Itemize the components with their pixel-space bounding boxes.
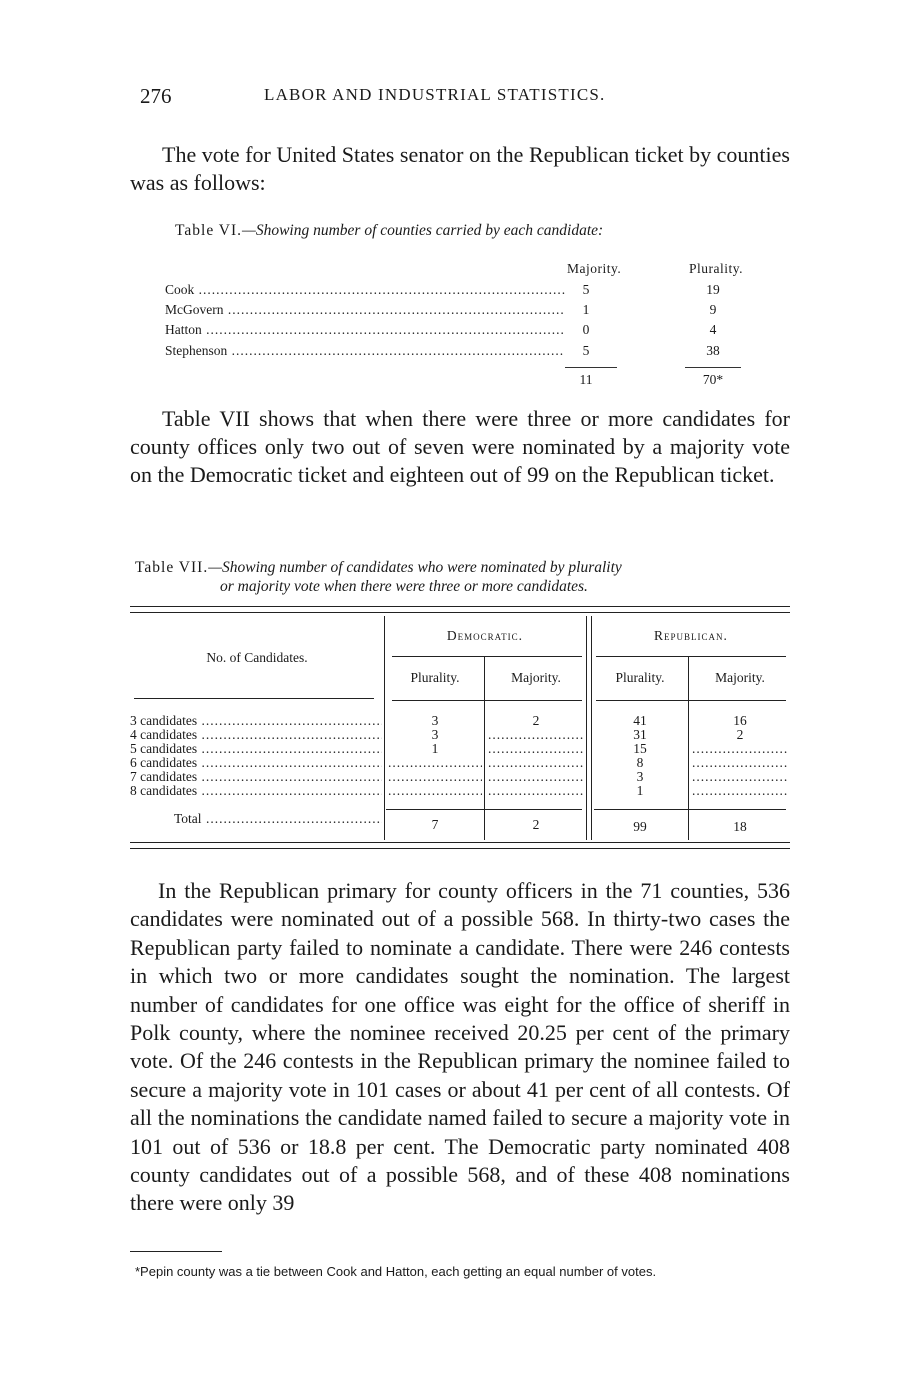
table7-bottom-double-rule — [130, 842, 790, 849]
table7-cell-dem-majority — [488, 756, 584, 770]
table6-row — [165, 302, 785, 322]
table7-vrule — [484, 656, 485, 840]
table7 — [130, 606, 790, 852]
table7-row-label: 4 candidates ..... — [130, 728, 382, 742]
table7-head-rule-democratic — [392, 700, 582, 701]
table7-cell-dem-plurality: 1 — [431, 742, 439, 756]
candidate-name: Hatton ..... — [165, 322, 565, 338]
table6-total-plurality: 70* — [702, 372, 724, 387]
page-header — [140, 84, 800, 112]
table7-dem-plurality-header: Plurality. — [410, 670, 460, 685]
table7-cell-rep-plurality: 3 — [636, 770, 644, 784]
footnote-rule — [130, 1251, 222, 1252]
table7-total-rule-democratic — [386, 809, 582, 810]
table7-stub-header: No. of Candidates. — [206, 650, 308, 665]
plurality-count: 4 — [709, 322, 717, 337]
majority-count: 1 — [582, 302, 590, 317]
table7-cell-rep-plurality: 1 — [636, 784, 644, 798]
table7-cell-dem-majority — [488, 784, 584, 798]
table7-title-line1: —Showing number of candidates who were nominated by plurality — [208, 559, 622, 576]
page-number: 276 — [140, 84, 172, 108]
table7-republican-header: Republican. — [654, 628, 728, 643]
table7-row-label: 3 candidates ..... — [130, 714, 382, 728]
candidate-name: Cook ..... — [165, 282, 565, 298]
plurality-count: 9 — [709, 302, 717, 317]
table7-cell-rep-majority — [692, 770, 788, 784]
table7-total-label: Total ..... — [130, 812, 382, 826]
table7-cell-dem-plurality — [388, 756, 482, 770]
table6-total-rule-majority — [565, 367, 617, 368]
table7-vrule — [586, 616, 587, 840]
table7-cell-rep-majority — [692, 756, 788, 770]
table7-total-dem-plurality: 7 — [431, 818, 439, 832]
running-head: LABOR AND INDUSTRIAL STATISTICS. — [264, 85, 606, 104]
table7-cell-dem-majority — [488, 770, 584, 784]
table7-vrule — [591, 616, 592, 840]
table7-cell-dem-plurality: 3 — [431, 728, 439, 742]
majority-count: 5 — [582, 282, 590, 297]
table7-cell-rep-majority: 16 — [733, 714, 747, 728]
paragraph-intro-senator-vote: The vote for United States senator on the Republican ticket by counties was as follows: — [130, 142, 790, 195]
table6-plurality-header: Plurality. — [689, 261, 743, 276]
plurality-count: 19 — [706, 282, 720, 297]
table7-top-double-rule — [130, 606, 790, 613]
table7-cell-dem-majority — [488, 728, 584, 742]
table7-vrule — [688, 656, 689, 840]
table7-cell-dem-majority: 2 — [532, 714, 540, 728]
majority-count: 5 — [582, 343, 590, 358]
table6-row — [165, 343, 785, 363]
majority-count: 0 — [582, 322, 590, 337]
table7-head-rule-republican — [596, 700, 786, 701]
table6-title: —Showing number of counties carried by each candidate: — [242, 222, 604, 239]
table6-row — [165, 322, 785, 342]
table7-row-label: 6 candidates ..... — [130, 756, 382, 770]
table7-row-label: 5 candidates ..... — [130, 742, 382, 756]
table7-total-rep-majority: 18 — [733, 820, 747, 834]
table7-vrule — [384, 616, 385, 840]
table7-cell-rep-plurality: 31 — [633, 728, 647, 742]
table7-row-label: 8 candidates ..... — [130, 784, 382, 798]
table7-group-rule-republican — [596, 656, 786, 657]
table7-cell-rep-plurality: 8 — [636, 756, 644, 770]
table6-total-majority: 11 — [579, 372, 593, 387]
paragraph-republican-primary: In the Republican primary for county officers in the 71 counties, 536 candidates were nominated out of a possible 568. In thirty-two cases the Republican party failed to nominate a candidate. There were 246 contests in which two or more candidates sought the nomination. The largest number of candidates for one office was eight for the office of sheriff in Polk county, where the nominee received 20.25 per cent of the primary vote. Of the 246 contests in the Republican primary the nominee failed to secure a majority vote in 101 cases or about 41 per cent of all contests. Of all the nominations the candidate named failed to secure a majority vote in 101 out of 536 or 18.8 per cent. The Democratic party nominated 408 county candidates out of a possible 568, and of these 408 nominations there were only 39 — [130, 878, 790, 1216]
table7-democratic-header: Democratic. — [446, 628, 524, 643]
table7-cell-rep-plurality: 41 — [633, 714, 647, 728]
table7-cell-dem-plurality — [388, 770, 482, 784]
table7-cell-rep-majority: 2 — [736, 728, 744, 742]
table7-label: Table VII. — [135, 559, 209, 576]
table7-cell-rep-majority — [692, 784, 788, 798]
table7-group-rule-democratic — [392, 656, 582, 657]
table6-row — [165, 282, 785, 302]
table7-total-rep-plurality: 99 — [633, 820, 647, 834]
table7-caption — [135, 558, 795, 596]
table6-majority-header: Majority. — [567, 261, 622, 276]
table7-cell-dem-majority — [488, 742, 584, 756]
table7-dem-majority-header: Majority. — [511, 670, 561, 685]
table6-caption — [175, 222, 795, 240]
table7-total-dem-majority: 2 — [532, 818, 540, 832]
plurality-count: 38 — [706, 343, 720, 358]
candidate-name: Stephenson ..... — [165, 343, 565, 359]
paragraph-table7-summary: Table VII shows that when there were three or more candidates for county offices only two out of seven were nominated by a majority vote on the Democratic ticket and eighteen out of 99 on the Republican ticket. — [130, 406, 790, 487]
table6 — [165, 258, 785, 388]
table7-rep-majority-header: Majority. — [715, 670, 765, 685]
table6-total-rule-plurality — [685, 367, 741, 368]
table7-cell-rep-majority — [692, 742, 788, 756]
table7-title-line2: or majority vote when there were three or more candidates. — [220, 578, 588, 595]
table7-stub-rule — [134, 698, 374, 699]
table7-row-label: 7 candidates ..... — [130, 770, 382, 784]
table7-cell-dem-plurality — [388, 784, 482, 798]
table6-label: Table VI. — [175, 222, 243, 239]
table7-cell-rep-plurality: 15 — [633, 742, 647, 756]
table7-total-rule-republican — [594, 809, 786, 810]
footnote: *Pepin county was a tie between Cook and Hatton, each getting an equal number of votes. — [135, 1264, 657, 1279]
table7-rep-plurality-header: Plurality. — [615, 670, 665, 685]
candidate-name: McGovern ..... — [165, 302, 565, 318]
table7-cell-dem-plurality: 3 — [431, 714, 439, 728]
